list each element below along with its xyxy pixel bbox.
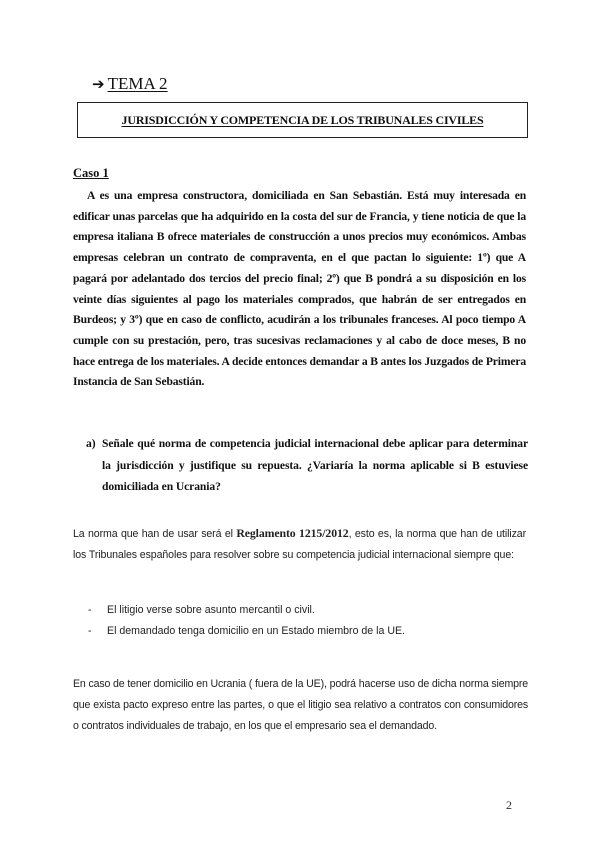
ukraine-paragraph: En caso de tener domicilio en Ucrania ( fuera de la UE), podrá hacerse uso de dicha norma siempre que exista pacto expreso entre las partes, o que el litigio sea relativo a contratos con consumidores o contratos individuales de trabajo, en los que el empresario sea el demandado. [73, 678, 528, 733]
tema-heading [92, 74, 168, 94]
list-item-text: El demandado tenga domicilio en un Estado miembro de la UE. [107, 625, 405, 637]
document-title: JURISDICCIÓN Y COMPETENCIA DE LOS TRIBUNALES CIVILES [121, 112, 484, 127]
title-box [77, 102, 528, 138]
list-item-text: El litigio verse sobre asunto mercantil o civil. [107, 604, 315, 616]
question-text: Señale qué norma de competencia judicial internacional debe aplicar para determinar la jurisdicción y justifique su repuesta. ¿Variaría la norma aplicable si B estuviese domiciliada en Ucrania? [102, 437, 528, 493]
bullet-dash: - [88, 625, 92, 637]
tema-label: TEMA 2 [107, 74, 168, 93]
case-paragraph: A es una empresa constructora, domiciliada en San Sebastián. Está muy interesada en edificar unas parcelas que ha adquirido en la costa del sur de Francia, y tiene noticia de que la empresa italiana B ofrece materiales de construcción a unos precios muy económicos. Ambas empresas celebran un contrato de compraventa, en el que pactan lo siguiente: 1º) que A pagará por adelantado dos tercios del precio final; 2º) que B pondrá a su disposición en los veinte días siguientes al pago los materiales comprados, que habrán de ser entregados en Burdeos; y 3º) que en caso de conflicto, acudirán a los tribunales franceses. Al poco tiempo A cumple con su prestación, pero, tras sucesivas reclamaciones y al cabo de doce meses, B no hace entrega de los materiales. A decide entonces demandar a B antes los Juzgados de Primera Instancia de San Sebastián. [73, 189, 526, 389]
page-number: 2 [506, 798, 512, 812]
list-item [88, 600, 405, 621]
arrow-right-icon: ➔ [92, 76, 105, 93]
conditions-list [88, 600, 405, 642]
list-item [88, 621, 405, 642]
bullet-dash: - [88, 604, 92, 616]
question-a [86, 433, 528, 498]
question-label: a) [86, 437, 96, 450]
answer-regulation: Reglamento 1215/2012 [236, 526, 349, 540]
answer-text-before: La norma que han de usar será el [73, 528, 237, 540]
answer-paragraph [73, 523, 526, 566]
caso-heading: Caso 1 [73, 166, 109, 180]
answer-text-after: , esto es, la norma que han de utilizar los Tribunales españoles para resolver sobre su competencia judicial internacional siempre que: [73, 528, 527, 562]
